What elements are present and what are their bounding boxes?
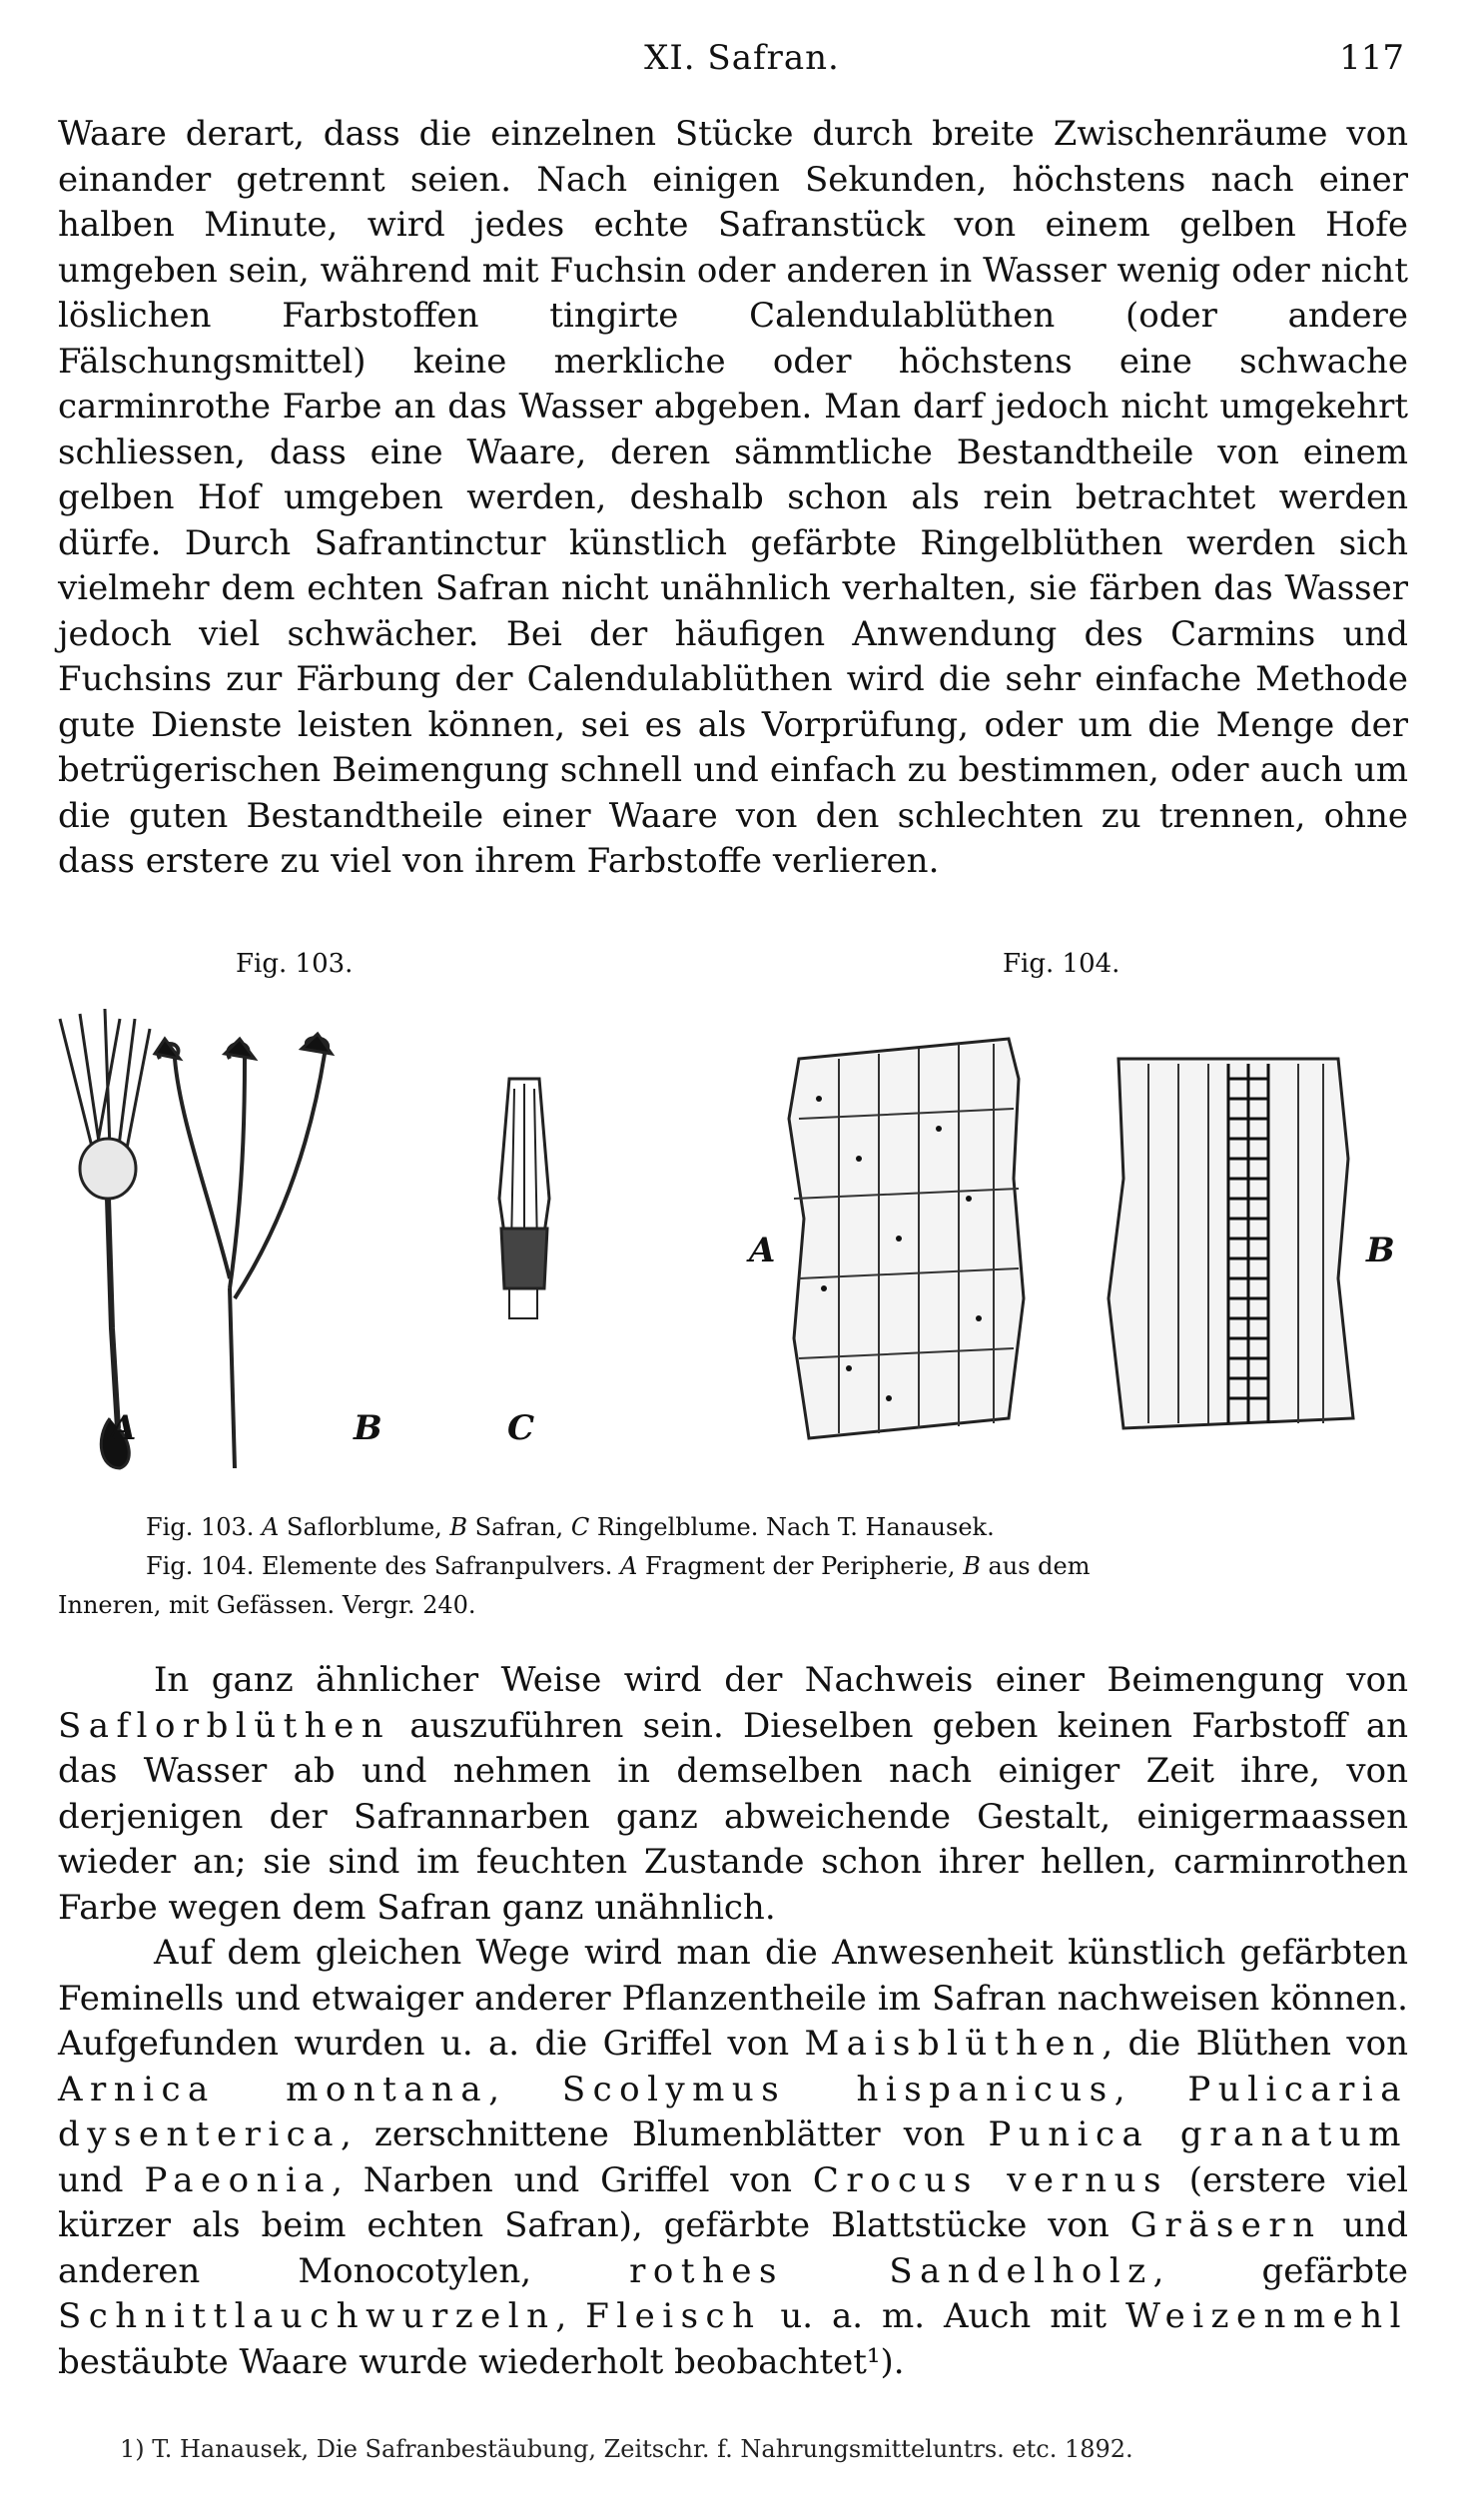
caption-text: Fragment der Peripherie,	[637, 1552, 964, 1580]
spaced-term: Fleisch	[585, 2296, 762, 2336]
spaced-term: Pulicaria dysenterica	[58, 2069, 1408, 2154]
spaced-term: Punica granatum	[988, 2114, 1409, 2154]
page-header	[60, 38, 1424, 78]
caption-text: Saflorblume,	[279, 1513, 450, 1541]
spaced-term: Schnittlauchwurzeln	[58, 2296, 556, 2336]
caption-letter: C	[570, 1513, 590, 1541]
spaced-term: Weizenmehl	[1124, 2296, 1408, 2336]
caption-letter: A	[620, 1552, 638, 1580]
text-run: u. a. m. Auch mit	[761, 2296, 1125, 2336]
caption-text: aus dem	[980, 1552, 1091, 1580]
spaced-term: Arnica montana	[58, 2069, 489, 2109]
spaced-term: Saflorblüthen	[58, 1705, 391, 1746]
spaced-term: Scolymus hispanicus	[561, 2069, 1114, 2109]
caption-line-1	[58, 1508, 1408, 1547]
text-run: , Narben und Griffel von	[332, 2159, 813, 2200]
spaced-term: Paeonia	[144, 2159, 333, 2200]
figure-104-label: Fig. 104.	[1003, 949, 1120, 979]
figure-103-letter-c: C	[507, 1408, 535, 1448]
caption-text: Elemente des Safranpulvers.	[254, 1552, 620, 1580]
figure-caption	[58, 1508, 1408, 1625]
figure-104-illustration	[779, 1039, 1418, 1458]
caption-line-2	[58, 1547, 1408, 1586]
spaced-term: Gräsern	[1129, 2205, 1322, 2245]
figure-103-label: Fig. 103.	[236, 949, 354, 979]
caption-letter: A	[262, 1513, 280, 1541]
text-run: ,	[555, 2296, 586, 2336]
paragraph-text: Waare derart, dass die einzelnen Stücke durch breite Zwischenräume von einander getrennt seien. Nach einigen Sekunden, höchstens nach einer halben Minute, wird jedes echte Safranstück von einem gelben Hofe umgeben sein, während mit Fuchsin oder anderen in Wasser wenig oder nicht löslichen Farbstoffen tingirte Calendulablüthen (oder andere Fälschungsmittel) keine merkliche oder höchstens eine schwache carminrothe Farbe an das Wasser abgeben. Man darf jedoch nicht umgekehrt schliessen, dass eine Waare, deren sämmtliche Bestandtheile von einem gelben Hof umgeben werden, deshalb schon als rein betrachtet werden dürfe. Durch Safrantinctur künstlich gefärbte Ringelblüthen werden sich vielmehr dem echten Safran nicht unähnlich verhalten, sie färben das Wasser jedoch viel schwächer. Bei der häufigen Anwendung des Carmins und Fuchsins zur Färbung der Calendulablüthen wird die sehr einfache Methode gute Dienste leisten können, sei es als Vorprüfung, oder um die Menge der betrügerischen Beimengung schnell und einfach zu bestimmen, oder auch um die guten Bestandtheile einer Waare von den schlechten zu trennen, ohne dass erstere zu viel von ihrem Farbstoffe verlieren.	[58, 114, 1408, 881]
text-run: , die Blüthen von	[1102, 2024, 1408, 2064]
running-title: XI. Safran.	[644, 38, 840, 78]
paragraphs-2-3	[58, 1658, 1408, 2385]
figure-104-letter-b: B	[1366, 1231, 1395, 1270]
text-run: (erstere viel kürzer als beim echten Safran), gefärbte Blattstücke von	[58, 2159, 1408, 2245]
caption-fig-104: Fig. 104.	[146, 1552, 255, 1580]
text-run: bestäubte Waare wurde wiederholt beobachtet¹).	[58, 2341, 905, 2382]
text-run: Auf dem gleichen Wege wird man die Anwesenheit künstlich gefärbten Feminells und etwaiger anderer Pflanzentheile im Safran nachweisen können. Aufgefunden wurden u. a. die Griffel von	[58, 1933, 1408, 2064]
text-run: ,	[1113, 2069, 1188, 2109]
caption-line-3: Inneren, mit Gefässen. Vergr. 240.	[58, 1591, 476, 1619]
spaced-term: Maisblüthen	[804, 2024, 1103, 2064]
figure-104-letter-a: A	[749, 1231, 776, 1270]
page-number: 117	[1339, 38, 1404, 78]
text-run: und anderen Monocotylen,	[58, 2205, 1408, 2291]
paragraph-2	[58, 1658, 1408, 1931]
text-run: , gefärbte	[1152, 2250, 1408, 2291]
text-run: und	[58, 2159, 145, 2200]
text-run: , zerschnittene Blumenblätter von	[340, 2114, 989, 2154]
caption-letter: B	[963, 1552, 981, 1580]
caption-fig-103: Fig. 103.	[146, 1513, 255, 1541]
text-run: In ganz ähnlicher Weise wird der Nachweis einer Beimengung von	[154, 1660, 1408, 1700]
caption-letter: B	[449, 1513, 468, 1541]
spaced-term: Crocus vernus	[812, 2159, 1168, 2200]
text-run: ,	[488, 2069, 562, 2109]
text-run: auszuführen sein. Dieselben geben keinen Farbstoff an das Wasser ab und nehmen in demselben nach einiger Zeit ihre, von derjenigen der Safrannarben ganz abweichende Gestalt, einigermaassen wieder an; sie sind im feuchten Zustande schon ihrer hellen, carminrothen Farbe wegen dem Safran ganz unähnlich.	[58, 1705, 1408, 1928]
spaced-term: rothes Sandelholz	[629, 2250, 1153, 2291]
paragraph-3	[58, 1931, 1408, 2385]
figure-103-letter-a: A	[110, 1408, 137, 1448]
paragraph-1	[58, 112, 1408, 885]
figure-103-letter-b: B	[354, 1408, 382, 1448]
caption-text: Safran,	[467, 1513, 571, 1541]
footnote: 1) T. Hanausek, Die Safranbestäubung, Zeitschr. f. Nahrungsmitteluntrs. etc. 1892.	[120, 2435, 1133, 2463]
caption-text: Ringelblume. Nach T. Hanausek.	[589, 1513, 995, 1541]
